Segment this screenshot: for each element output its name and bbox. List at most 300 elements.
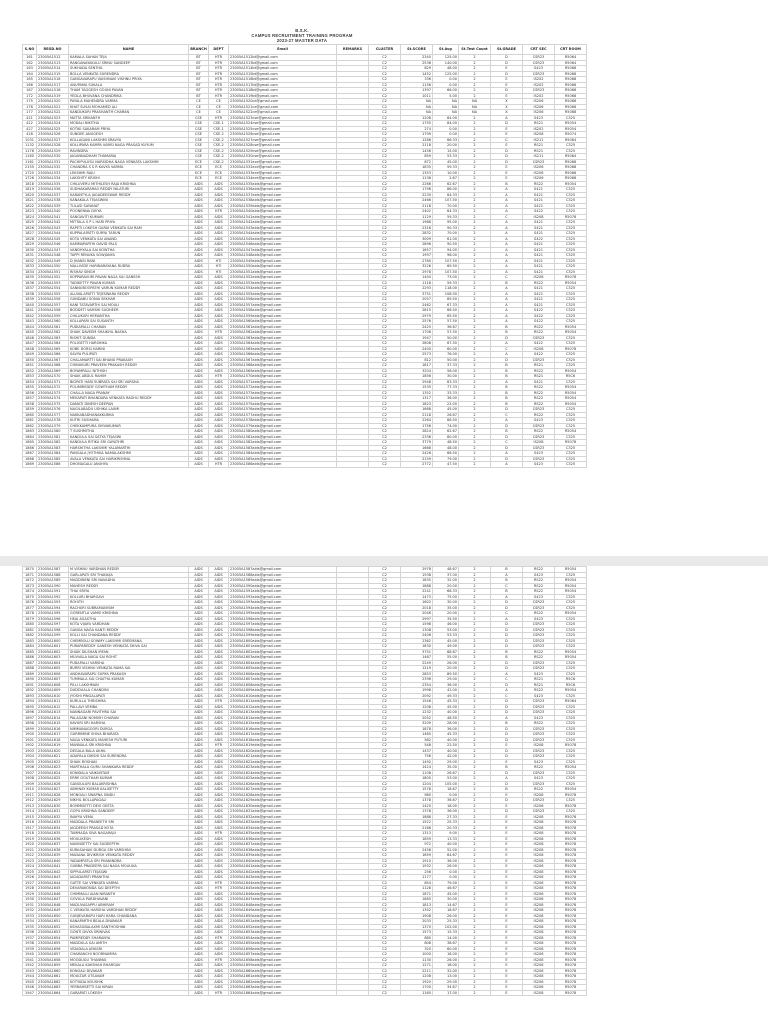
cell-st-grade: D <box>491 121 523 127</box>
cell-st-test-count: 2 <box>459 137 491 143</box>
cell-crt-sec: RS22 <box>523 368 555 374</box>
cell-branch: AIDS <box>189 335 209 341</box>
cell-crt-sec: IS206 <box>523 99 555 105</box>
cell-crt-room: C325 <box>555 319 587 325</box>
column-header-crt-sec: CRT SEC <box>523 45 555 55</box>
cell-st-score: 1208 <box>401 115 433 121</box>
cell-st-test-count: 2 <box>459 236 491 242</box>
cell-st-grade: E <box>491 990 523 996</box>
cell-name: GUNDABU SONIA SEKHAR <box>69 297 189 303</box>
cell-name: KONIDALA VAIKUNTAM <box>69 770 189 776</box>
cell-branch: AIDS <box>189 682 209 688</box>
cell-branch: AIDS <box>189 781 209 787</box>
cell-sno: 1161 <box>23 159 37 165</box>
cell-st-test-count: 2 <box>459 946 491 952</box>
cell-crt-room: R5054 <box>555 567 587 573</box>
cell-st-score: NA <box>401 110 433 116</box>
cell-crt-sec: IS208 <box>523 968 555 974</box>
cell-st-grade: E <box>491 77 523 83</box>
cell-st-grade: E <box>491 869 523 875</box>
cell-crt-sec: IS202 <box>523 77 555 83</box>
cell-sno: 1132 <box>23 143 37 149</box>
cell-name: MITTALA S P L HARI PRIYA <box>69 220 189 226</box>
cell-regd-no: 23005A1550 <box>37 264 69 270</box>
cell-crt-room: R5078 <box>555 864 587 870</box>
cell-sno: 1866 <box>23 445 37 451</box>
cell-crt-sec: S423 <box>523 66 555 72</box>
cell-st-score: 1602 <box>401 600 433 606</box>
cell-st-grade: A <box>491 302 523 308</box>
cell-dept: AIDS <box>209 836 229 842</box>
cell-crt-sec: IS208 <box>523 985 555 991</box>
cell-sno: 1888 <box>23 666 37 672</box>
cell-st-test-count: NA <box>459 104 491 110</box>
cell-st-grade: C <box>491 440 523 446</box>
cell-dept: AIDS <box>209 677 229 683</box>
cell-crt-room: R5054 <box>555 578 587 584</box>
cell-email: 23005A1628aids@gmail.com <box>229 792 337 798</box>
cell-branch: AIDS <box>189 198 209 204</box>
cell-sno: 1876 <box>23 600 37 606</box>
cell-st-test-count: 2 <box>459 192 491 198</box>
cell-sno: 1943 <box>23 968 37 974</box>
cell-crt-sec: S422 <box>523 313 555 319</box>
cell-sno: 1839 <box>23 297 37 303</box>
cell-st-avg: 36.00 <box>433 858 459 864</box>
cell-name: GUNJEVARAPU HARI HARA CHANDANA <box>69 913 189 919</box>
cell-dept: AIDS <box>209 985 229 991</box>
cell-cluster: C2 <box>369 820 401 826</box>
cell-dept: HTR <box>209 831 229 837</box>
cell-regd-no: 23005A1578 <box>37 418 69 424</box>
cell-st-score: 2573 <box>401 352 433 358</box>
cell-st-avg: 102.00 <box>433 924 459 930</box>
cell-email: 23005A1519bt@gmail.com <box>229 93 337 99</box>
cell-crt-room: R5078 <box>555 886 587 892</box>
cell-cluster: C2 <box>369 132 401 138</box>
cell-email: 23005A1595aids@gmail.com <box>229 611 337 617</box>
cell-crt-room: R5054 <box>555 649 587 655</box>
cell-regd-no: 23005A1621 <box>37 754 69 760</box>
cell-name: KANDULA SAI SATYA TEJASWI <box>69 434 189 440</box>
cell-st-grade: D <box>491 798 523 804</box>
cell-branch: AIDS <box>189 721 209 727</box>
cell-st-test-count: 2 <box>459 71 491 77</box>
cell-st-score: 1308 <box>401 627 433 633</box>
cell-cluster: C2 <box>369 148 401 154</box>
cell-name: GATTE SAI VENKATA VARMA <box>69 880 189 886</box>
cell-crt-sec: RS22 <box>523 181 555 187</box>
cell-email: 23005A1582aids@gmail.com <box>229 440 337 446</box>
cell-st-grade: E <box>491 946 523 952</box>
cell-st-grade: D <box>491 600 523 606</box>
cell-name: LAKSHITY KRISHI <box>69 176 189 182</box>
cell-st-score: 1920 <box>401 979 433 985</box>
cell-email: 23005A1562aids@gmail.com <box>229 330 337 336</box>
cell-branch: AIDS <box>189 605 209 611</box>
cell-regd-no: 23005A1559 <box>37 313 69 319</box>
cell-st-score: 548 <box>401 743 433 749</box>
cell-email: 23005A1534ece@gmail.com <box>229 176 337 182</box>
cell-st-grade: D <box>491 710 523 716</box>
cell-crt-sec: S423 <box>523 693 555 699</box>
cell-st-score: 2118 <box>401 143 433 149</box>
cell-st-avg: 67.50 <box>433 341 459 347</box>
cell-crt-sec: IS208 <box>523 952 555 958</box>
cell-st-grade: D <box>491 726 523 732</box>
cell-regd-no: 23005A1632 <box>37 814 69 820</box>
cell-name: RACHURI SUBRAMANYAM <box>69 605 189 611</box>
cell-dept: HTR <box>209 115 229 121</box>
cell-crt-room: R5078 <box>555 941 587 947</box>
cell-crt-room: R5054 <box>555 368 587 374</box>
cell-regd-no: 23005A1584 <box>37 451 69 457</box>
cell-dept: AIDS <box>209 611 229 617</box>
cell-st-score: 1938 <box>401 572 433 578</box>
cell-email: 23005A1557aids@gmail.com <box>229 302 337 308</box>
cell-dept: AIDS <box>209 379 229 385</box>
cell-regd-no: 23005A1561 <box>37 324 69 330</box>
cell-dept: AIDS <box>209 710 229 716</box>
cell-st-avg: 25.33 <box>433 820 459 826</box>
cell-email: 23005A1647aids@gmail.com <box>229 897 337 903</box>
cell-branch: AIDS <box>189 407 209 413</box>
cell-name: MARTHALA GURU SHANKARA REDDY <box>69 765 189 771</box>
cell-crt-room: C325 <box>555 363 587 369</box>
cell-sno: 1837 <box>23 286 37 292</box>
cell-st-test-count: 2 <box>459 710 491 716</box>
cell-sno: 1917 <box>23 825 37 831</box>
cell-sno: 1922 <box>23 853 37 859</box>
cell-st-avg: 18.67 <box>433 908 459 914</box>
cell-regd-no: 23005A1558 <box>37 308 69 314</box>
cell-sno: 1878 <box>23 611 37 617</box>
cell-branch: AIDS <box>189 770 209 776</box>
cell-regd-no: 23005A1634 <box>37 825 69 831</box>
cell-sno: 1818 <box>23 181 37 187</box>
cell-name: PAMIREDDY SHARANYA <box>69 935 189 941</box>
cell-name: POONENNA DIVYA <box>69 209 189 215</box>
cell-st-test-count: 2 <box>459 913 491 919</box>
cell-st-test-count: 2 <box>459 715 491 721</box>
cell-email: 23005A1659aids@gmail.com <box>229 963 337 969</box>
cell-st-grade: D <box>491 148 523 154</box>
cell-crt-sec: IS211 <box>523 137 555 143</box>
cell-regd-no: 23005A1556 <box>37 297 69 303</box>
cell-st-grade: B <box>491 390 523 396</box>
cell-st-score: 1420 <box>401 803 433 809</box>
cell-st-avg: 64.33 <box>433 209 459 215</box>
cell-crt-room: C325 <box>555 798 587 804</box>
cell-sno: 1870 <box>23 567 37 573</box>
cell-crt-sec: S423 <box>523 572 555 578</box>
cell-crt-sec: RS22 <box>523 280 555 286</box>
cell-cluster: C2 <box>369 462 401 468</box>
cell-st-avg: NA <box>433 110 459 116</box>
cell-sno: 1919 <box>23 836 37 842</box>
cell-st-score: 1908 <box>401 913 433 919</box>
cell-st-score: 1546 <box>401 699 433 705</box>
cell-email: 23005A1585aids@gmail.com <box>229 456 337 462</box>
cell-crt-sec: IS208 <box>523 132 555 138</box>
cell-regd-no: 23005A1549 <box>37 258 69 264</box>
cell-st-score: 274 <box>401 126 433 132</box>
cell-regd-no: 23005A1629 <box>37 798 69 804</box>
cell-branch: ECE <box>189 170 209 176</box>
cell-dept: CE <box>209 110 229 116</box>
cell-crt-room: C325 <box>555 710 587 716</box>
cell-branch: AIDS <box>189 820 209 826</box>
cell-dept: AIDS <box>209 203 229 209</box>
cell-email: 23005A1538aids@gmail.com <box>229 198 337 204</box>
cell-crt-room: C325 <box>555 748 587 754</box>
cell-regd-no: 23005A1625 <box>37 776 69 782</box>
cell-sno: 163 <box>23 66 37 72</box>
cell-dept: AIDS <box>209 715 229 721</box>
cell-st-test-count: 2 <box>459 858 491 864</box>
cell-crt-sec: IS206 <box>523 104 555 110</box>
cell-dept: AIDS <box>209 924 229 930</box>
cell-st-avg: 76.00 <box>433 352 459 358</box>
cell-st-score: 1657 <box>401 247 433 253</box>
cell-sno: 166 <box>23 82 37 88</box>
cell-name: GOPU KRISHNA SANDEEP <box>69 809 189 815</box>
cell-st-grade: D <box>491 154 523 160</box>
cell-st-score: 2336 <box>401 434 433 440</box>
cell-st-test-count: 2 <box>459 974 491 980</box>
cell-st-score: 2576 <box>401 319 433 325</box>
cell-branch: AIDS <box>189 181 209 187</box>
cell-email: 23005A1553aids@gmail.com <box>229 280 337 286</box>
cell-crt-sec: RS21 <box>523 682 555 688</box>
cell-st-avg: 26.00 <box>433 957 459 963</box>
cell-st-avg: 88.67 <box>433 649 459 655</box>
cell-branch: AIDS <box>189 897 209 903</box>
cell-regd-no: 23005A1590 <box>37 583 69 589</box>
cell-regd-no: 23005A1514 <box>37 66 69 72</box>
cell-st-test-count: 2 <box>459 765 491 771</box>
cell-crt-room: R5064 <box>555 699 587 705</box>
cell-branch: AIDS <box>189 324 209 330</box>
cell-crt-sec: CSR23 <box>523 770 555 776</box>
cell-st-grade: A <box>491 286 523 292</box>
cell-email: 23005A1625aids@gmail.com <box>229 776 337 782</box>
cell-cluster: C2 <box>369 236 401 242</box>
cell-st-avg: 45.33 <box>433 732 459 738</box>
cell-dept: AIDS <box>209 622 229 628</box>
cell-st-avg: 94.00 <box>433 247 459 253</box>
cell-regd-no: 23005A1602 <box>37 649 69 655</box>
cell-crt-sec: CSR23 <box>523 732 555 738</box>
cell-st-avg: 66.50 <box>433 451 459 457</box>
cell-dept: AIDS <box>209 853 229 859</box>
cell-st-avg: 29.00 <box>433 759 459 765</box>
cell-regd-no: 23005A1583 <box>37 445 69 451</box>
cell-st-test-count: 2 <box>459 704 491 710</box>
cell-st-score: 582 <box>401 737 433 743</box>
cell-st-grade: D <box>491 638 523 644</box>
cell-st-test-count: 2 <box>459 891 491 897</box>
cell-email: 23005A1583aids@gmail.com <box>229 445 337 451</box>
cell-sno: 165 <box>23 77 37 83</box>
cell-sno: 1945 <box>23 979 37 985</box>
cell-st-test-count: 2 <box>459 291 491 297</box>
cell-st-score: 2316 <box>401 225 433 231</box>
cell-st-score: 2406 <box>401 633 433 639</box>
cell-cluster: C2 <box>369 671 401 677</box>
cell-branch: AIDS <box>189 214 209 220</box>
cell-crt-sec: IS208 <box>523 214 555 220</box>
cell-st-test-count: 2 <box>459 864 491 870</box>
cell-cluster: C2 <box>369 302 401 308</box>
cell-st-grade: D <box>491 754 523 760</box>
cell-regd-no: 23005A1612 <box>37 704 69 710</box>
cell-crt-room: C325 <box>555 622 587 628</box>
cell-dept: AIDS <box>209 308 229 314</box>
cell-st-avg: 35.00 <box>433 605 459 611</box>
cell-st-test-count: 2 <box>459 187 491 193</box>
cell-crt-sec: RS22 <box>523 390 555 396</box>
cell-sno: 1932 <box>23 908 37 914</box>
cell-branch: AIDS <box>189 594 209 600</box>
cell-st-grade: E <box>491 814 523 820</box>
cell-name: GARAPATI LOKESH <box>69 990 189 996</box>
cell-dept: AIDS <box>209 963 229 969</box>
cell-st-test-count: 2 <box>459 143 491 149</box>
cell-st-avg: 95.00 <box>433 220 459 226</box>
cell-cluster: C2 <box>369 594 401 600</box>
cell-cluster: C2 <box>369 440 401 446</box>
cell-st-grade: D <box>491 456 523 462</box>
cell-name: KOLLI SAI CHANDANA REDDY <box>69 633 189 639</box>
cell-regd-no: 23005A1585 <box>37 456 69 462</box>
cell-sno: 1832 <box>23 258 37 264</box>
cell-st-test-count: 2 <box>459 633 491 639</box>
cell-cluster: C2 <box>369 220 401 226</box>
cell-dept: AIDS <box>209 869 229 875</box>
cell-sno: 1928 <box>23 886 37 892</box>
cell-st-avg: 27.33 <box>433 814 459 820</box>
cell-branch: AIDS <box>189 297 209 303</box>
cell-cluster: C2 <box>369 616 401 622</box>
cell-dept: HTR <box>209 330 229 336</box>
cell-sno: 1862 <box>23 423 37 429</box>
cell-st-grade: E <box>491 979 523 985</box>
cell-name: NANNAGARI PAVITHRA SAI <box>69 710 189 716</box>
cell-branch: AIDS <box>189 374 209 380</box>
cell-email: 23005A1652aids@gmail.com <box>229 924 337 930</box>
cell-branch: AIDS <box>189 589 209 595</box>
cell-st-test-count: 2 <box>459 688 491 694</box>
cell-regd-no: 23005A1579 <box>37 423 69 429</box>
cell-sno: 1921 <box>23 847 37 853</box>
cell-dept: AIDS <box>209 242 229 248</box>
cell-sno: 1904 <box>23 754 37 760</box>
cell-name: M VISHNU VARDHAN REDDY <box>69 567 189 573</box>
cell-name: KOTYADA KOUSHIK <box>69 979 189 985</box>
cell-st-grade: E <box>491 930 523 936</box>
cell-name: PALLAVI VEMBA <box>69 704 189 710</box>
cell-st-grade: E <box>491 82 523 88</box>
cell-st-score: 2266 <box>401 181 433 187</box>
cell-crt-room: C325 <box>555 605 587 611</box>
cell-cluster: C2 <box>369 176 401 182</box>
cell-name: CHILUKURI HEMANTHA <box>69 313 189 319</box>
cell-crt-room: C325 <box>555 423 587 429</box>
cell-crt-sec: CSR23 <box>523 445 555 451</box>
cell-cluster: C2 <box>369 710 401 716</box>
cell-dept: HTR <box>209 886 229 892</box>
cell-st-score: 3751 <box>401 649 433 655</box>
cell-regd-no: 23005A1618 <box>37 737 69 743</box>
cell-crt-room: R5078 <box>555 919 587 925</box>
cell-crt-sec: S421 <box>523 225 555 231</box>
cell-sno: 1909 <box>23 781 37 787</box>
cell-sno: 1920 <box>23 842 37 848</box>
cell-cluster: C2 <box>369 247 401 253</box>
cell-st-test-count: 2 <box>459 330 491 336</box>
cell-st-score: 1465 <box>401 732 433 738</box>
cell-st-avg: 26.00 <box>433 913 459 919</box>
cell-st-avg: 70.00 <box>433 231 459 237</box>
cell-sno: 1821 <box>23 198 37 204</box>
cell-sno: 1918 <box>23 831 37 837</box>
cell-cluster: C2 <box>369 721 401 727</box>
cell-sno: 1867 <box>23 451 37 457</box>
cell-regd-no: 23005A1524 <box>37 121 69 127</box>
cell-cluster: C2 <box>369 699 401 705</box>
cell-crt-room: R5078 <box>555 913 587 919</box>
cell-email: 23005A1524cse@gmail.com <box>229 121 337 127</box>
cell-st-grade: B <box>491 181 523 187</box>
cell-st-test-count: 2 <box>459 737 491 743</box>
cell-st-avg: 84.00 <box>433 115 459 121</box>
cell-st-grade: D <box>491 682 523 688</box>
cell-st-grade: D <box>491 748 523 754</box>
cell-branch: AIDS <box>189 880 209 886</box>
cell-st-test-count: 2 <box>459 875 491 881</box>
cell-st-score: 872 <box>401 159 433 165</box>
cell-branch: AIDS <box>189 203 209 209</box>
cell-sno: 1890 <box>23 677 37 683</box>
cell-st-grade: B <box>491 396 523 402</box>
cell-st-grade: C <box>491 693 523 699</box>
cell-email: 23005A1611aids@gmail.com <box>229 699 337 705</box>
cell-st-avg: 20.00 <box>433 143 459 149</box>
cell-name: KHAT SUSAI MOHAMED ALI <box>69 104 189 110</box>
cell-sno: 1826 <box>23 225 37 231</box>
cell-cluster: C2 <box>369 104 401 110</box>
cell-crt-sec: IS208 <box>523 346 555 352</box>
cell-crt-sec: IS208 <box>523 886 555 892</box>
cell-st-grade: B <box>491 721 523 727</box>
cell-regd-no: 23005A1588 <box>37 572 69 578</box>
cell-regd-no: 23005A1597 <box>37 622 69 628</box>
cell-dept: AIDS <box>209 968 229 974</box>
cell-st-grade: B <box>491 787 523 793</box>
cell-crt-sec: IS208 <box>523 842 555 848</box>
cell-st-score: 1370 <box>401 924 433 930</box>
cell-dept: HTR <box>209 66 229 72</box>
cell-st-avg: 66.33 <box>433 137 459 143</box>
cell-crt-room: C325 <box>555 302 587 308</box>
cell-st-score: 1817 <box>401 363 433 369</box>
cell-email: 23005A1658aids@gmail.com <box>229 957 337 963</box>
cell-crt-sec: IS208 <box>523 963 555 969</box>
cell-name: SAVYA PULIPATI <box>69 352 189 358</box>
cell-cluster: C2 <box>369 688 401 694</box>
cell-st-score: 1888 <box>401 583 433 589</box>
